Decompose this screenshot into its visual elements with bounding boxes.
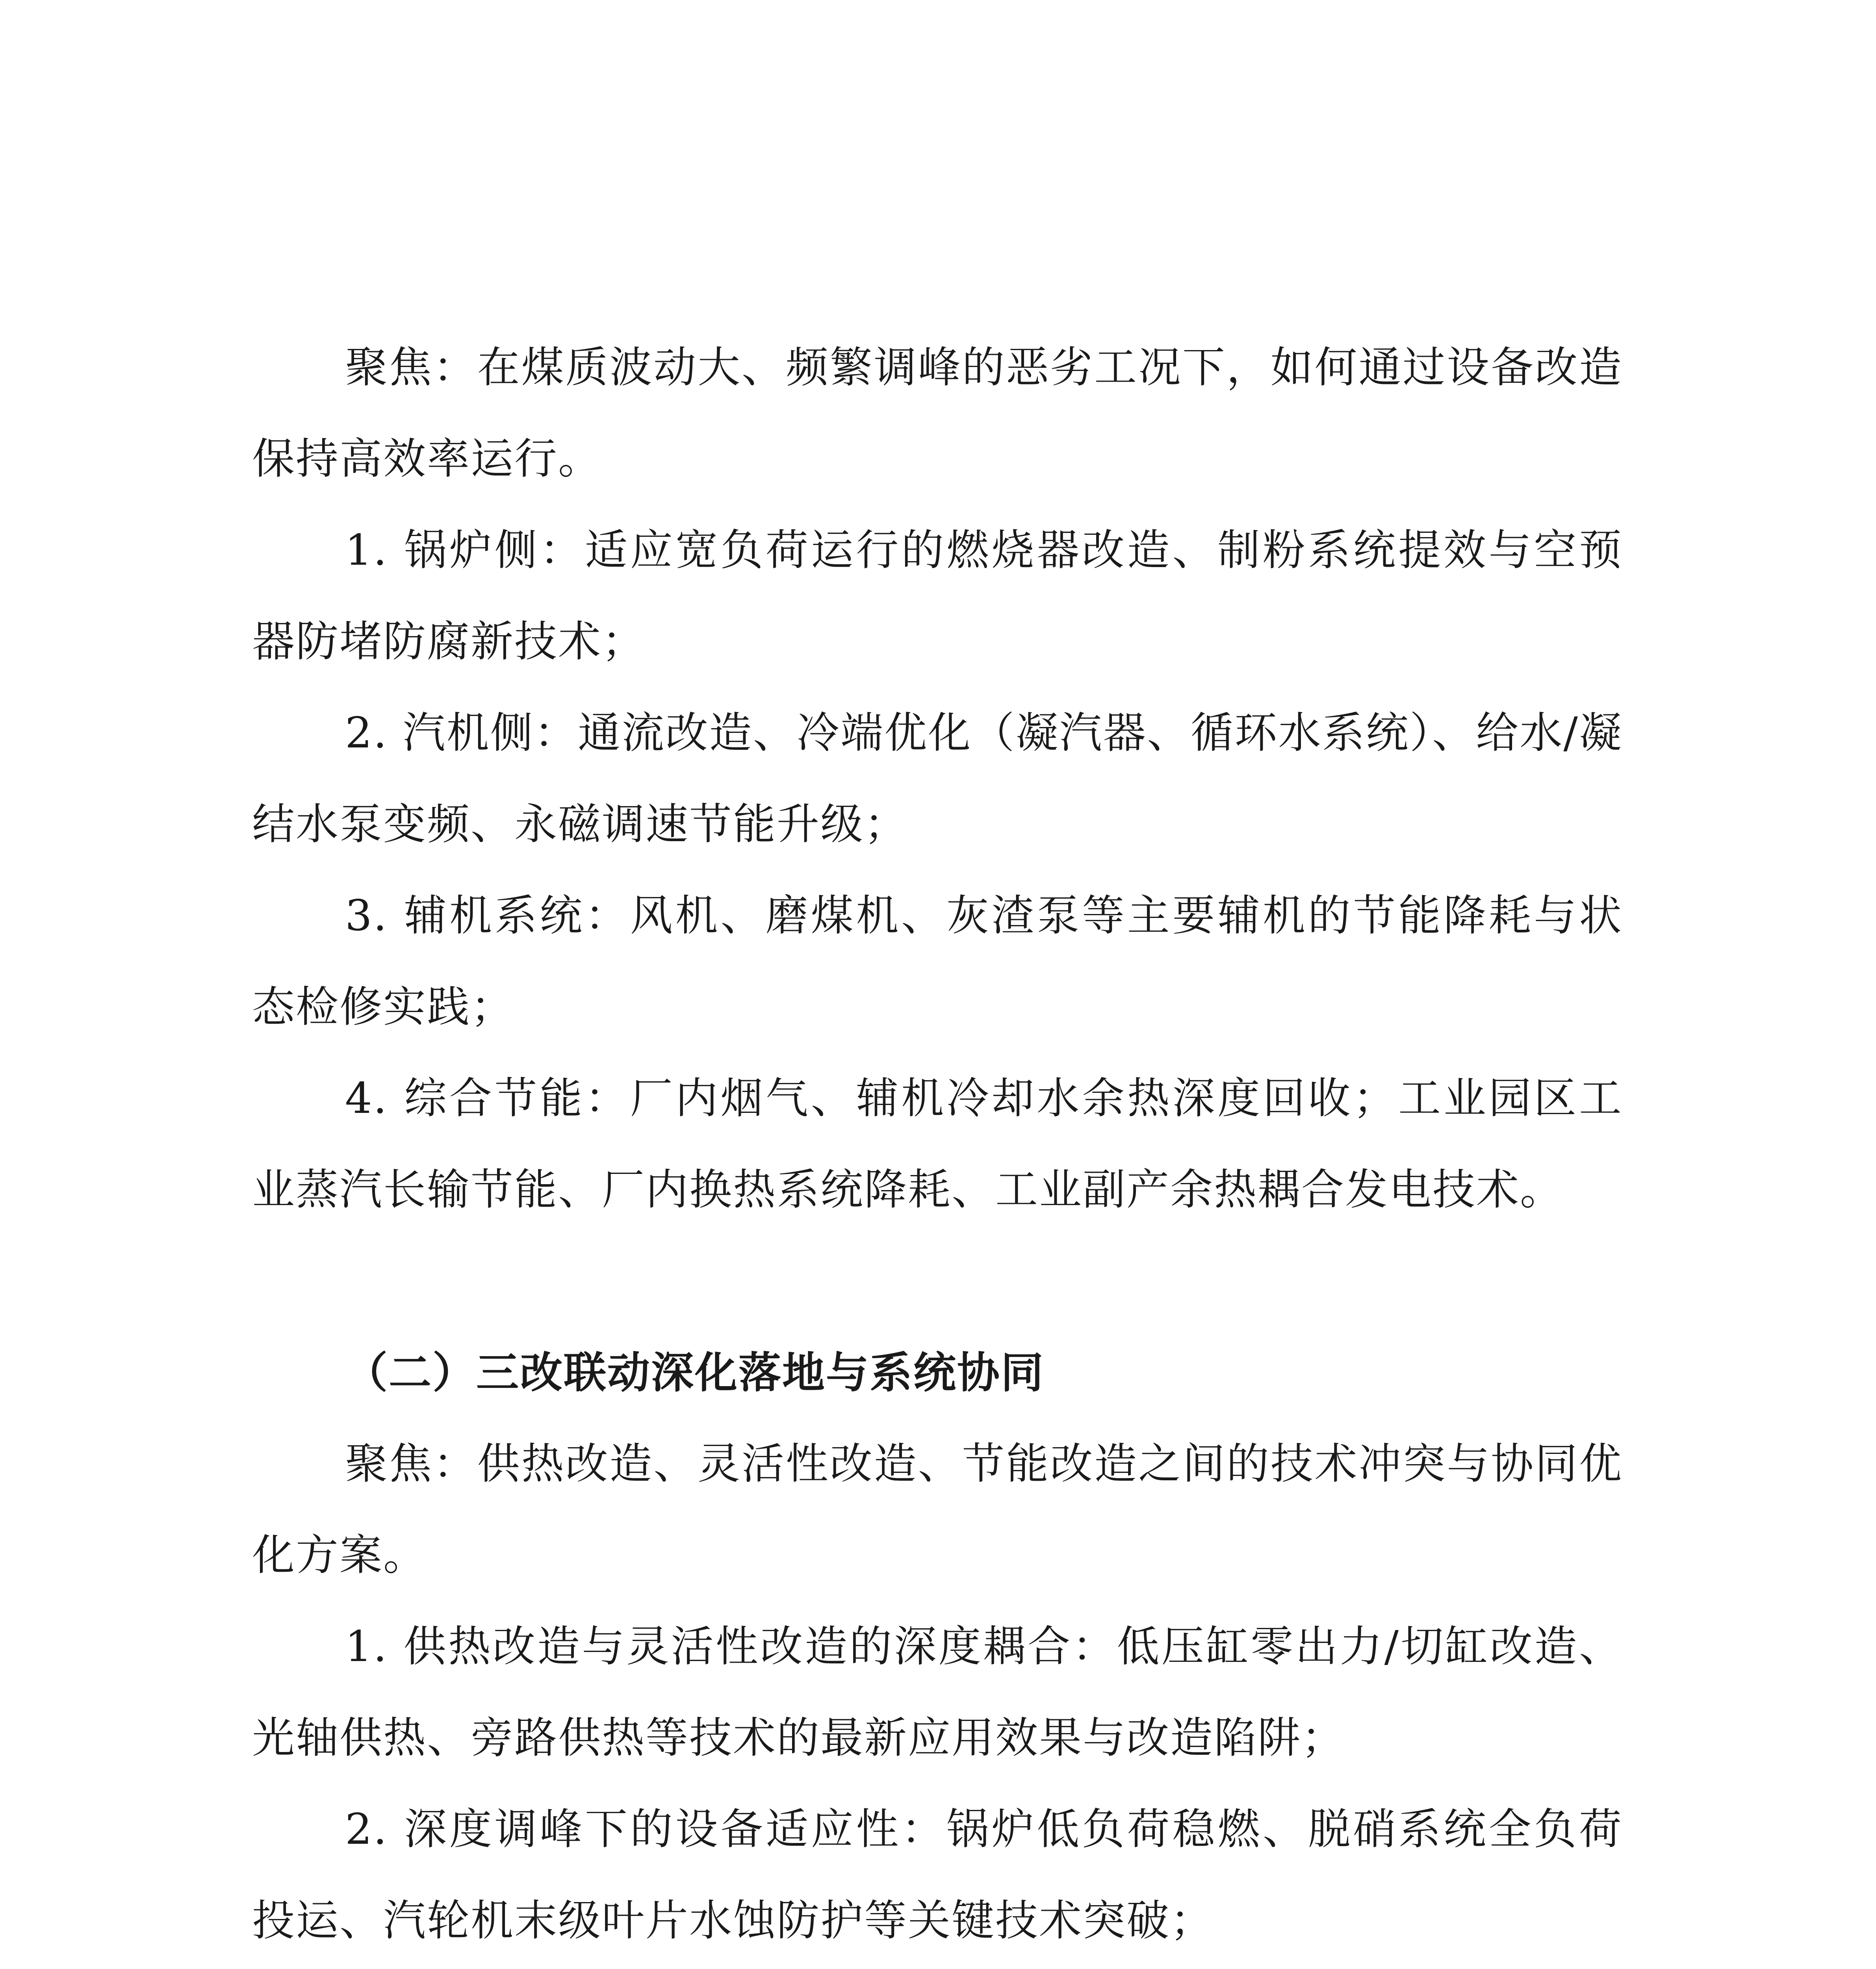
paragraph-heating-flexibility-coupling: 1. 供热改造与灵活性改造的深度耦合：低压缸零出力/切缸改造、光轴供热、旁路供热等技术的最新应用效果与改造陷阱； bbox=[252, 1622, 1623, 1763]
paragraph-boiler-side: 1. 锅炉侧：适应宽负荷运行的燃烧器改造、制粉系统提效与空预器防堵防腐新技术； bbox=[252, 526, 1623, 666]
paragraph-focus-2: 聚焦：供热改造、灵活性改造、节能改造之间的技术冲突与协同优化方案。 bbox=[252, 1439, 1623, 1580]
paragraph-electric-heat-conflict bbox=[252, 1967, 1623, 1969]
paragraph-deep-peak-shaving: 2. 深度调峰下的设备适应性：锅炉低负荷稳燃、脱硝系统全负荷投运、汽轮机末级叶片水蚀防护等关键技术突破； bbox=[252, 1805, 1623, 1945]
section-heading-2: （二）三改联动深化落地与系统协同 bbox=[345, 1348, 1045, 1398]
paragraph-auxiliary-system: 3. 辅机系统：风机、磨煤机、灰渣泵等主要辅机的节能降耗与状态检修实践； bbox=[252, 891, 1623, 1032]
paragraph-turbine-side: 2. 汽机侧：通流改造、冷端优化（凝汽器、循环水系统）、给水/凝结水泵变频、永磁调速节能升级； bbox=[252, 708, 1623, 849]
paragraph-comprehensive-energy-saving: 4. 综合节能：厂内烟气、辅机冷却水余热深度回收；工业园区工业蒸汽长输节能、厂内换热系统降耗、工业副产余热耦合发电技术。 bbox=[252, 1074, 1623, 1214]
paragraph-focus-1: 聚焦：在煤质波动大、频繁调峰的恶劣工况下，如何通过设备改造保持高效率运行。 bbox=[252, 343, 1623, 484]
